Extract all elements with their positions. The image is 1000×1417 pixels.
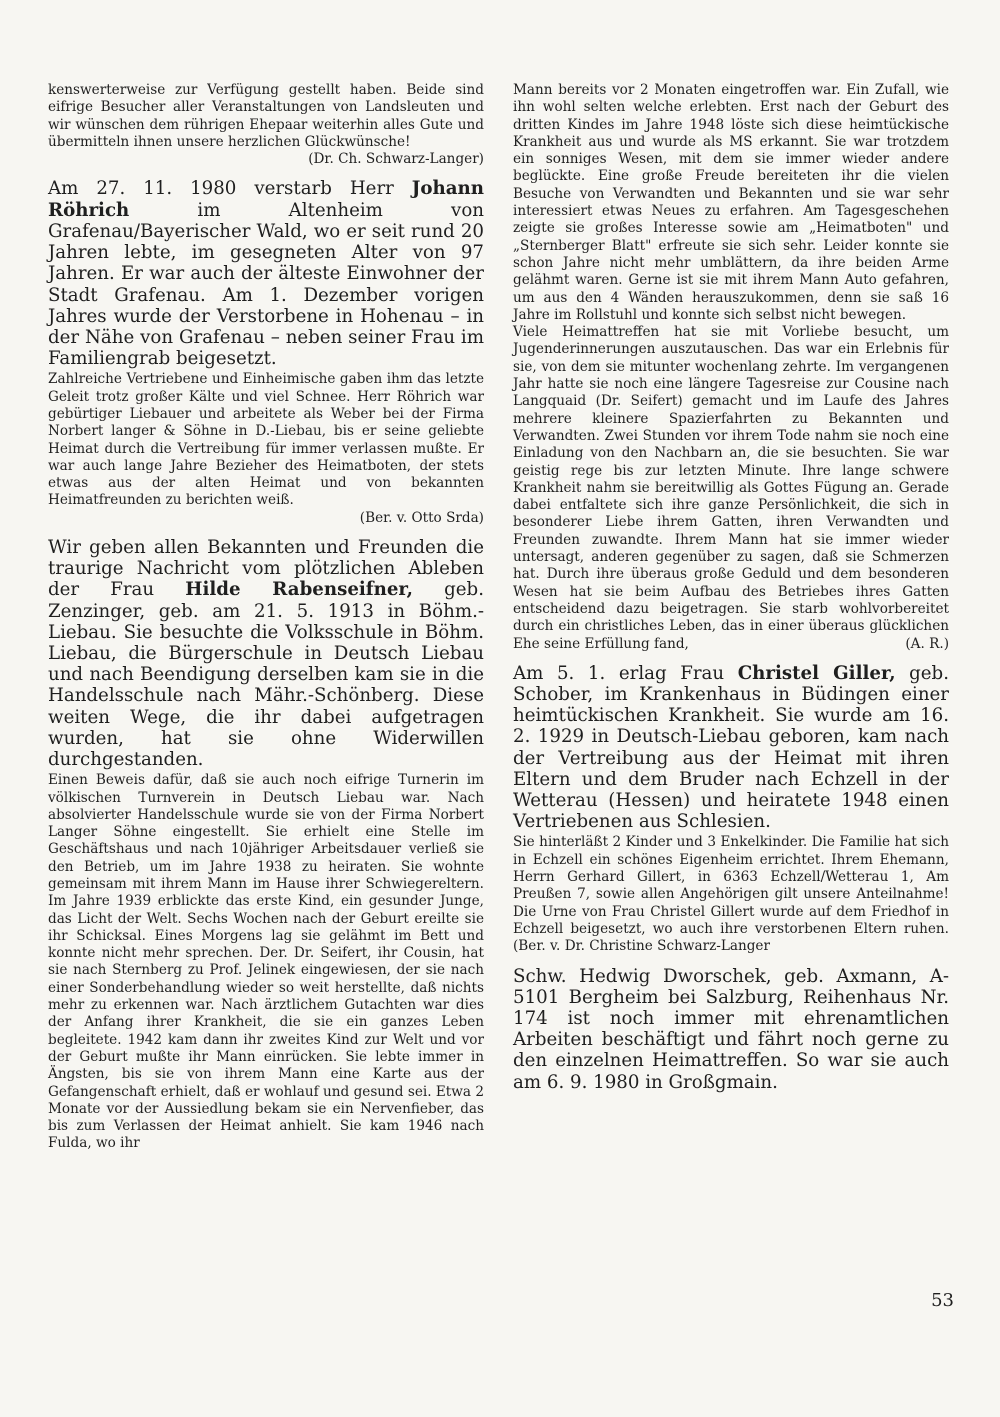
- intro-paragraph: kenswerterweise zur Verfügung gestellt haben. Beide sind eifrige Besucher aller Veranstaltungen von Landsleuten und wir wünschen dem rührigen Ehepaar weiterhin alles Gute und übermitteln ihnen unsere herzlichen Glückwünsche!: [48, 82, 484, 150]
- giller-lead: [513, 663, 949, 833]
- page-number: 53: [931, 1290, 954, 1311]
- hilde-signature: (A. R.): [905, 635, 949, 652]
- rohrich-name: Johann Röhrich: [48, 178, 484, 221]
- hilde-lead-rest: geb. Zenzinger, geb. am 21. 5. 1913 in Böhm.-Liebau. Sie besuchte die Volksschule in Böhm. Liebau, die Bürgerschule in Deutsch Liebau und nach Beendigung derselben kam sie in die Handelsschule nach Mähr.-Schönberg. Diese weiten Wege, die ihr dabei aufgetragen wurden, hat sie ohne Widerwillen durchgestanden.: [48, 579, 484, 771]
- left-column: [48, 82, 484, 1153]
- giller-lead-start: Am 5. 1. erlag Frau: [513, 662, 738, 684]
- hilde-continuation-2: [513, 324, 949, 653]
- rohrich-lead-rest: im Altenheim von Grafenau/Bayerischer Wald, wo er seit rund 20 Jahren lebte, im gesegneten Alter von 97 Jahren. Er war auch der älteste Einwohner der Stadt Grafenau. Am 1. Dezember vorigen Jahres wurde der Verstorbene in Hohenau – in der Nähe von Grafenau – neben seiner Frau im Familiengrab beigesetzt.: [48, 199, 484, 370]
- hilde-name: Hilde Rabenseifner,: [185, 579, 414, 601]
- hilde-body: Einen Beweis dafür, daß sie auch noch eifrige Turnerin im völkischen Turnverein in Deutsch Liebau war. Nach absolvierter Handelsschule wurde sie von der Firma Norbert Langer Söhne eingestellt. Sie erhielt eine Stelle im Geschäftshaus und nach 10jähriger Arbeitsdauer verließ sie den Betrieb, um im Jahre 1938 zu heiraten. Sie wohnte gemeinsam mit ihrem Mann im Hause ihrer Schwiegereltern. Im Jahre 1939 erblickte das erste Kind, ein gesunder Junge, das Licht der Welt. Sechs Wochen nach der Geburt ereilte sie ihr Schicksal. Eines Morgens lag sie gelähmt im Bett und konnte nicht mehr sprechen. Der. Dr. Seifert, ihr Cousin, hat sie nach Sternberg zu Prof. Jelinek eingewiesen, der sie nach einer Sonderbehandlung wieder so weit herstellte, daß nichts mehr zu erkennen war. Nach ärztlichem Gutachten war dies der Anfang ihrer Krankheit, die sie ein ganzes Leben begleitete. 1942 kam dann ihr zweites Kind zur Welt und vor der Geburt mußte ihr Mann einrücken. Sie lebte immer in Ängsten, bis sie von ihrem Mann eine Karte aus der Gefangenschaft erhielt, daß er wohlauf und gesund sei. Etwa 2 Monate vor der Aussiedlung bekam sie ein Nervenfieber, das bis zum Verlassen der Heimat anhielt. Sie kam 1946 nach Fulda, wo ihr: [48, 772, 484, 1152]
- hilde-continuation-1: Mann bereits vor 2 Monaten eingetroffen war. Ein Zufall, wie ihn wohl selten welche erlebten. Erst nach der Geburt des dritten Kindes im Jahre 1948 löste sich diese heimtückische Krankheit aus und wurde als MS erkannt. Sie war trotzdem ein sonniges Wesen, mit dem sie immer wieder andere beglückte. Eine große Freude bereiteten ihr die vielen Besuche von Verwandten und Bekannten und sie war sehr interessiert etwas Neues zu erfahren. Am Tagesgeschehen zeigte sie großes Interesse sowie am „Heimatboten" und „Sternberger Blatt" erfreute sie sich sehr. Leider konnte sie schon Jahre nicht mehr umblättern, da ihre beiden Arme gelähmt waren. Gerne ist sie mit ihrem Mann Auto gefahren, um aus den 4 Wänden herauszukommen, denn sie saß 16 Jahre im Rollstuhl und konnte sich selbst nicht bewegen.: [513, 82, 949, 323]
- rohrich-signature: (Ber. v. Otto Srda): [359, 509, 484, 526]
- rohrich-body: Zahlreiche Vertriebene und Einheimische gaben ihm das letzte Geleit trotz großer Kälte und viel Schnee. Herr Röhrich war gebürtiger Liebauer und arbeitete als Weber bei der Firma Norbert langer & Söhne in D.-Liebau, bis er seine geliebte Heimat durch die Vertreibung für immer verlassen mußte. Er war auch lange Jahre Bezieher des Heimatboten, der stets etwas aus der alten Heimat und von bekannten Heimatfreunden zu berichten weiß.: [48, 371, 484, 509]
- rohrich-lead-start: Am 27. 11. 1980 verstarb Herr: [48, 178, 412, 200]
- right-column: [513, 82, 949, 1093]
- hilde-continuation-2-text: Viele Heimattreffen hat sie mit Vorliebe besucht, um Jugenderinnerungen auszutauschen. Das war ein Erlebnis für sie, von dem sie mitunter wochenlang zehrte. Im vergangenen Jahr hatte sie noch eine längere Tagesreise zur Cousine nach Langquaid (Dr. Seifert) gemacht und im Laufe des Jahres mehrere kleinere Spazierfahrten zu Bekannten und Verwandten. Zwei Stunden vor ihrem Tode nahm sie noch eine Einladung von den Nachbarn an, die sie besuchten. Sie war geistig rege bis zur letzten Minute. Ihre lange schwere Krankheit nahm sie bereitwillig als Gottes Fügung an. Gerade dabei entfaltete sich ihre ganze Persönlichkeit, die sich in besonderer Liebe ihrem Gatten, ihren Verwandten und Freunden zuwandte. Ihrem Mann hat sie immer wieder untersagt, anderen gegenüber zu sagen, daß sie Schmerzen hat. Durch ihre überaus große Geduld und dem besonderen Wesen hat sie beim Aufbau des Betriebes ihres Gatten entscheidend dazu beigetragen. Sie starb wohlvorbereitet durch ein christliches Leben, das in einer überaus glücklichen Ehe seine Erfüllung fand,: [513, 324, 949, 652]
- hilde-lead: [48, 537, 484, 770]
- giller-lead-rest: geb. Schober, im Krankenhaus in Büdingen einer heimtückischen Krankheit. Sie wurde am 16. 2. 1929 in Deutsch-Liebau geboren, kam nach der Vertreibung aus der Heimat mit ihren Eltern und dem Bruder nach Echzell in der Wetterau (Hessen) und heiratete 1948 einen Vertriebenen aus Schlesien.: [513, 662, 949, 833]
- giller-name: Christel Giller,: [737, 662, 896, 684]
- rohrich-lead: [48, 178, 484, 369]
- giller-body: Sie hinterläßt 2 Kinder und 3 Enkelkinder. Die Familie hat sich in Echzell ein schönes Eigenheim errichtet. Ihrem Ehemann, Herrn Gerhard Gillert, in 6363 Echzell/Wetterau 1, Am Preußen 7, sowie allen Angehörigen gilt unsere Anteilnahme! Die Urne von Frau Christel Gillert wurde auf dem Friedhof in Echzell beigesetzt, wo auch ihre verstorbenen Eltern ruhen. (Ber. v. Dr. Christine Schwarz-Langer: [513, 834, 949, 955]
- hilde-lead-start: Wir geben allen Bekannten und Freunden die traurige Nachricht vom plötzlichen Ableben der Frau: [48, 536, 484, 601]
- dworschek-paragraph: Schw. Hedwig Dworschek, geb. Axmann, A-5101 Bergheim bei Salzburg, Reihenhaus Nr. 174 ist noch immer mit ehrenamtlichen Arbeiten beschäftigt und fährt noch gerne zu den einzelnen Heimattreffen. So war sie auch am 6. 9. 1980 in Großgmain.: [513, 965, 949, 1093]
- intro-signature: (Dr. Ch. Schwarz-Langer): [308, 151, 484, 168]
